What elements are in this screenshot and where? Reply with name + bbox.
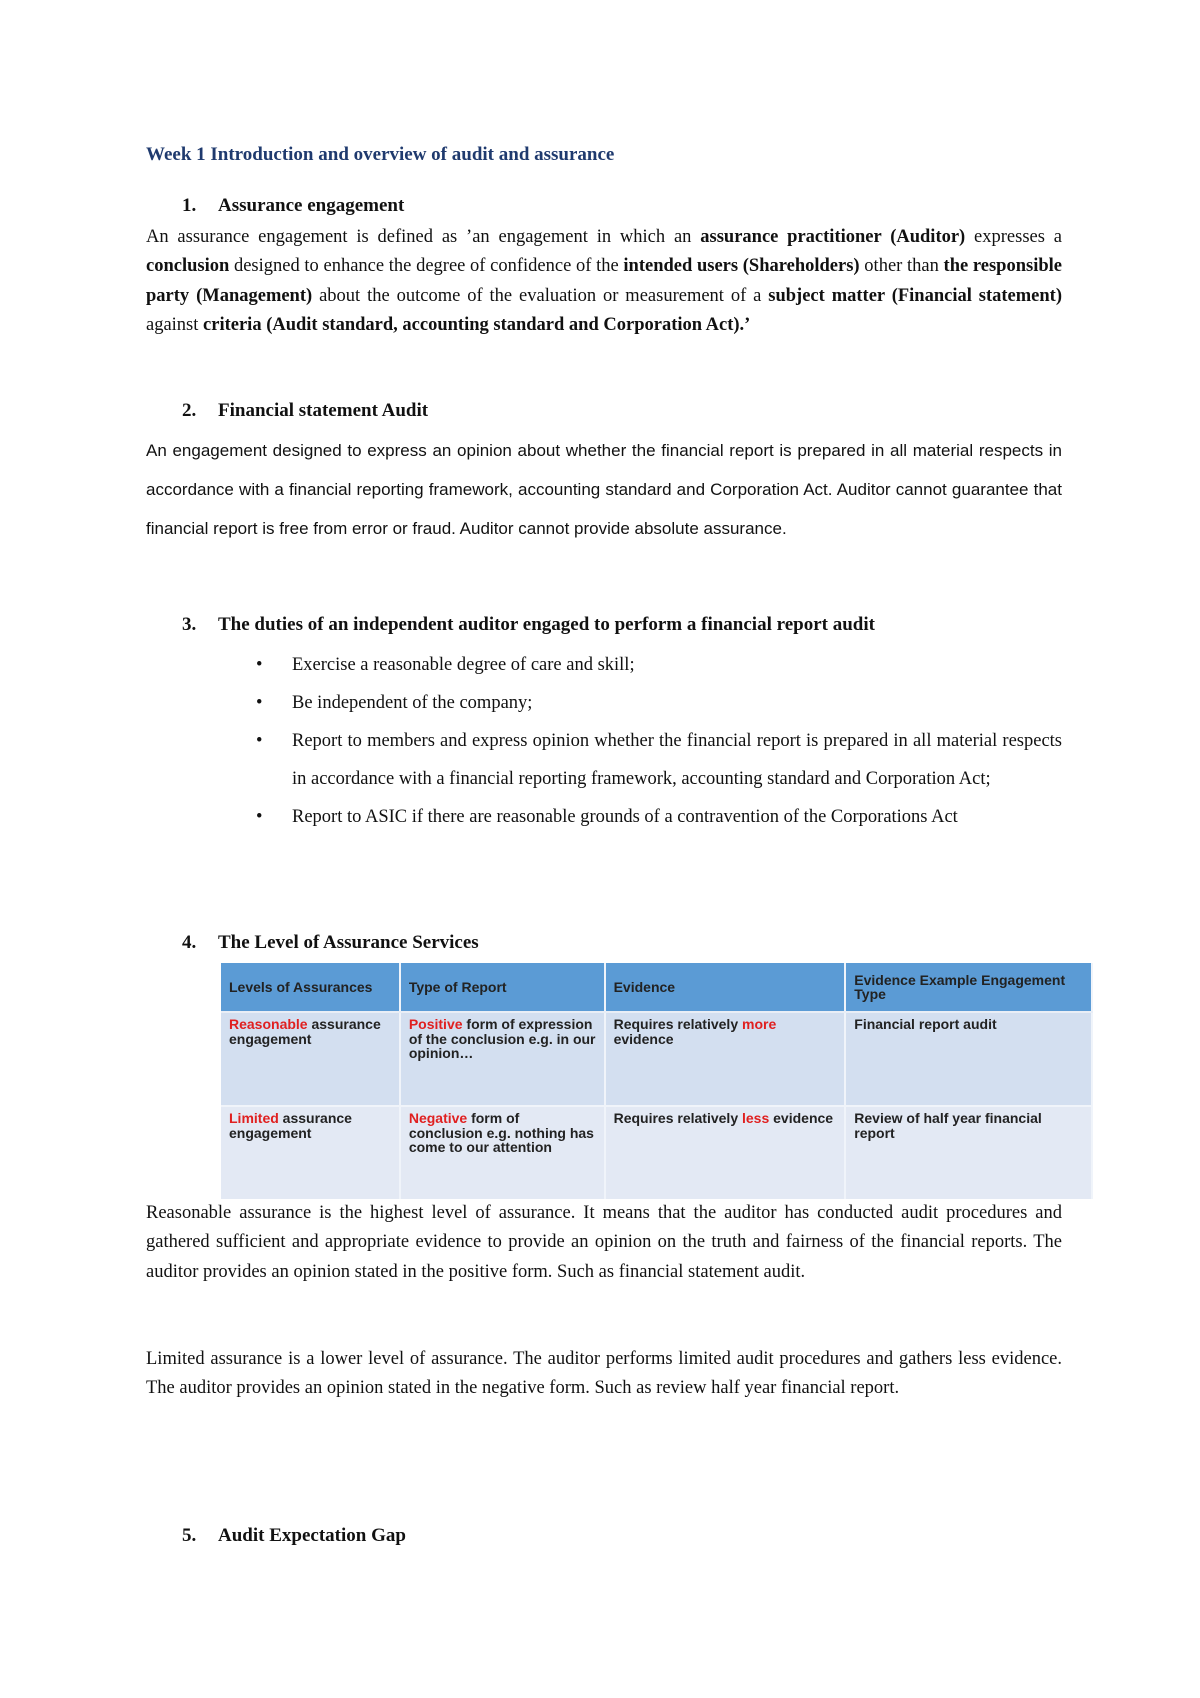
highlighted-term: Positive [408, 1016, 463, 1032]
table-cell [605, 1012, 846, 1106]
list-item-text: Report to members and express opinion whether the financial report is prepared in all material respects in accordance with a financial reporting framework, accounting standard and Corporation Act; [292, 731, 1062, 789]
highlighted-term: Negative [408, 1110, 468, 1126]
table-header-cell: Evidence Example Engagement Type [845, 963, 1092, 1012]
section-title: Assurance engagement [218, 195, 405, 216]
list-item [146, 798, 1062, 836]
highlighted-term: Limited [229, 1110, 279, 1126]
cell-text: form of conclusion e.g. nothing has come to our attention [408, 1110, 594, 1155]
section-number: 2. [182, 400, 197, 421]
section-heading-2 [146, 400, 1062, 422]
section-heading-4 [146, 932, 1062, 954]
section-title: Financial statement Audit [218, 400, 429, 421]
reasonable-assurance-paragraph: Reasonable assurance is the highest level of assurance. It means that the auditor has conducted audit procedures and gathered sufficient and appropriate evidence to provide an opinion on the truth and fairness of the financial reports. The auditor provides an opinion stated in the positive form. Such as financial statement audit. [146, 1203, 1062, 1282]
list-item [146, 722, 1062, 798]
highlighted-term: less [742, 1110, 770, 1126]
list-item-text: Report to ASIC if there are reasonable grounds of a contravention of the Corporations Act [292, 807, 958, 827]
table-header-cell: Levels of Assurances [221, 963, 400, 1012]
section-number: 1. [182, 195, 197, 216]
section-heading-5 [146, 1525, 1062, 1547]
cell-text: Review of half year financial report [854, 1110, 1042, 1141]
bullet-icon: • [256, 655, 263, 675]
section-number: 3. [182, 614, 197, 635]
section-number: 4. [182, 932, 197, 953]
table-header-cell: Type of Report [400, 963, 605, 1012]
text-run: against [146, 315, 204, 336]
table-cell [221, 1012, 400, 1106]
bold-term: subject matter [768, 285, 885, 306]
limited-assurance-paragraph: Limited assurance is a lower level of assurance. The auditor performs limited audit procedures and gathers less evidence. The auditor provides an opinion stated in the negative form. Such as review half year financial report. [146, 1349, 1062, 1399]
cell-text: evidence [613, 1030, 674, 1047]
section-heading-3 [146, 614, 1062, 636]
bold-term: conclusion [146, 256, 230, 277]
cell-text: form of expression of the conclusion e.g. in our opinion… [408, 1016, 596, 1061]
financial-statement-audit-paragraph: An engagement designed to express an opinion about whether the financial report is prepared in all material respects in accordance with a financial reporting framework, accounting standard and Corporation Act. Auditor cannot guarantee that financial report is free from error or fraud. Auditor cannot provide absolute assurance. [146, 441, 1062, 538]
bold-term: the responsible party (Management) [146, 256, 1062, 306]
bold-term: criteria (Audit standard, accounting standard and Corporation Act).’ [203, 315, 751, 336]
assurance-levels-table [221, 963, 1093, 1199]
cell-text: Requires relatively [613, 1016, 742, 1032]
list-item-text: Exercise a reasonable degree of care and skill; [292, 655, 635, 675]
section-heading-1 [146, 195, 1062, 217]
table-cell [400, 1106, 605, 1199]
table-cell [845, 1012, 1092, 1106]
page-title: Week 1 Introduction and overview of audit and assurance [146, 144, 615, 165]
highlighted-term: more [742, 1016, 777, 1032]
table-cell [400, 1012, 605, 1106]
list-item-text: Be independent of the company; [292, 693, 533, 713]
cell-text: Financial report audit [854, 1016, 997, 1032]
list-item [146, 646, 1062, 684]
bullet-icon: • [256, 807, 263, 827]
highlighted-term: Reasonable [229, 1016, 308, 1032]
text-run: expresses a [974, 227, 1062, 247]
section-title: The Level of Assurance Services [218, 932, 479, 953]
cell-text: assurance engagement [229, 1110, 352, 1141]
text-run: designed to enhance the degree of confidence of the [229, 256, 624, 277]
bullet-icon: • [256, 693, 263, 713]
table-header-row [221, 963, 1092, 1012]
table-cell [221, 1106, 400, 1199]
text-run: about the outcome of the evaluation or measurement of a [312, 285, 769, 306]
bullet-icon: • [256, 731, 263, 751]
assurance-engagement-definition [146, 223, 1062, 341]
bold-term: (Financial statement) [884, 285, 1062, 306]
list-item [146, 684, 1062, 722]
section-title: Audit Expectation Gap [218, 1525, 406, 1546]
section-number: 5. [182, 1525, 197, 1546]
bold-term: intended users [623, 256, 739, 277]
bold-term: (Shareholders) [738, 256, 860, 277]
table-header-cell: Evidence [605, 963, 846, 1012]
text-run: other than [859, 256, 944, 277]
table-row [221, 1106, 1092, 1199]
cell-text: assurance engagement [229, 1016, 381, 1047]
auditor-duties-list [146, 646, 1062, 836]
cell-text: Requires relatively [613, 1110, 742, 1126]
bold-term: (Auditor) [881, 227, 975, 247]
bold-term: assurance practitioner [700, 227, 882, 247]
cell-text: evidence [769, 1110, 834, 1126]
section-title: The duties of an independent auditor engaged to perform a financial report audit [218, 614, 875, 635]
table-cell [605, 1106, 846, 1199]
table-cell [845, 1106, 1092, 1199]
table-row [221, 1012, 1092, 1106]
text-run: An assurance engagement is defined as ’an engagement in which an [146, 227, 701, 247]
